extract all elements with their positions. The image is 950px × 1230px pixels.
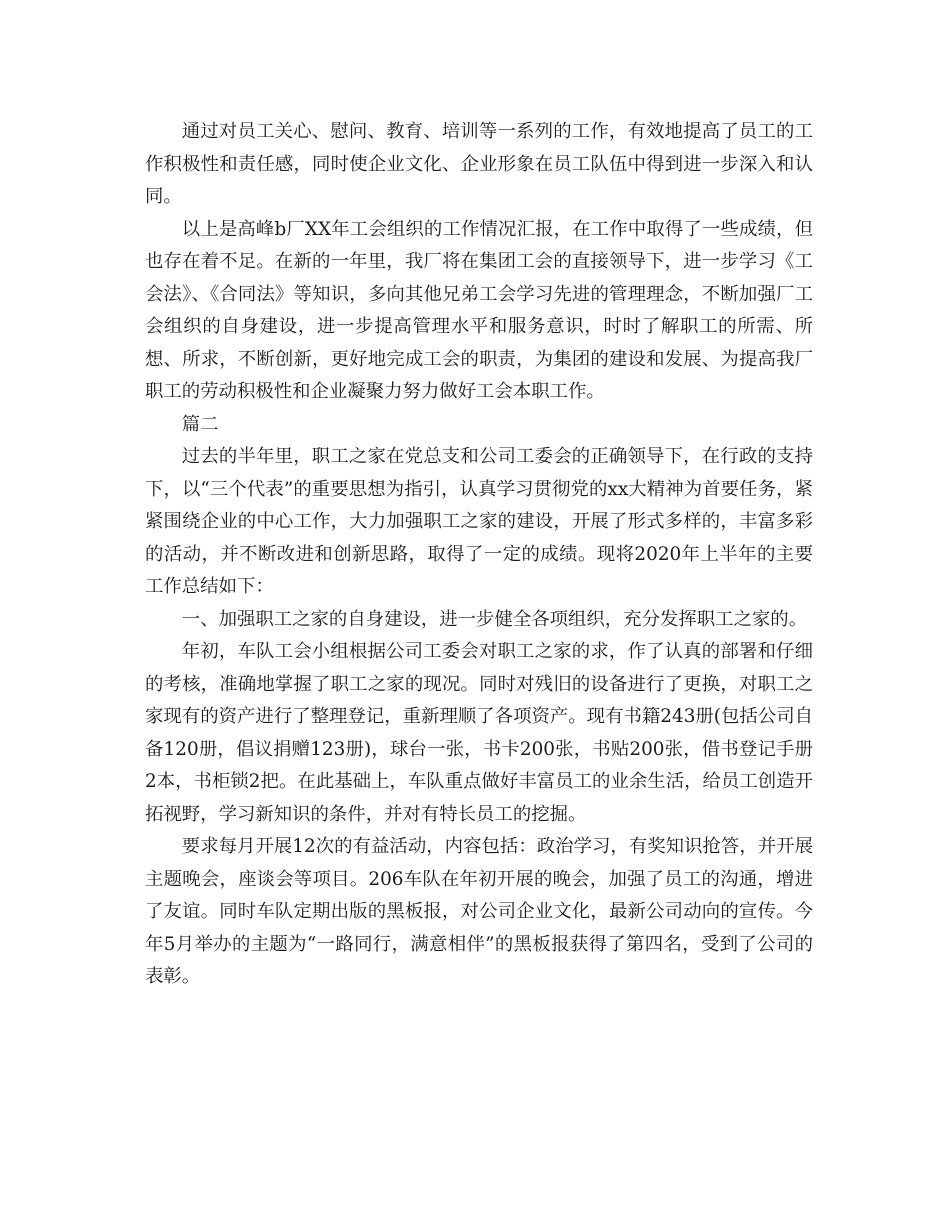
section-heading: 篇二 <box>181 413 219 435</box>
paragraph-monthly-activities: 要求每月开展12次的有益活动，内容包括：政治学习，有奖知识抢答，并开展主题晚会，座谈会等项目。206车队在年初开展的晚会，加强了员工的沟通，增进了友谊。同时车队定期出版的黑板报，对公司企业文化，最新公司动向的宣传。今年5月举办的主题为“一路同行，满意相伴”的黑板报获得了第四名，受到了公司的表彰。 <box>145 836 813 987</box>
paragraph-point-one: 一、加强职工之家的自身建设，进一步健全各项组织，充分发挥职工之家的。 <box>181 608 808 630</box>
paragraph-early-year-work: 年初，车队工会小组根据公司工委会对职工之家的求，作了认真的部署和仔细的考核，准确地掌握了职工之家的现况。同时对残旧的设备进行了更换，对职工之家现有的资产进行了整理登记，重新理顺了各项资产。现有书籍243册(包括公司自备120册，倡议捐赠123册)，球台一张，书卡200张，书贴200张，借书登记手册2本，书柜锁2把。在此基础上，车队重点做好丰富员工的业余生活，给员工创造开拓视野，学习新知识的条件，并对有特长员工的挖掘。 <box>145 641 813 825</box>
paragraph-summary-report: 以上是高峰b厂XX年工会组织的工作情况汇报，在工作中取得了一些成绩，但也存在着不足。在新的一年里，我厂将在集团工会的直接领导下，进一步学习《工会法》、《合同法》等知识，多向其他兄弟工会学习先进的管理理念，不断加强厂工会组织的自身建设，进一步提高管理水平和服务意识，时时了解职工的所需、所想、所求，不断创新，更好地完成工会的职责，为集团的建设和发展、为提高我厂职工的劳动积极性和企业凝聚力努力做好工会本职工作。 <box>145 218 813 402</box>
document-page <box>145 116 813 994</box>
paragraph-employee-care: 通过对员工关心、慰问、教育、培训等一系列的工作，有效地提高了员工的工作积极性和责任感，同时使企业文化、企业形象在员工队伍中得到进一步深入和认同。 <box>145 121 813 207</box>
paragraph-half-year-intro: 过去的半年里，职工之家在党总支和公司工委会的正确领导下，在行政的支持下，以“三个代表”的重要思想为指引，认真学习贯彻党的xx大精神为首要任务，紧紧围绕企业的中心工作，大力加强职工之家的建设，开展了形式多样的，丰富多彩的活动，并不断改进和创新思路，取得了一定的成绩。现将2020年上半年的主要工作总结如下： <box>145 446 813 597</box>
